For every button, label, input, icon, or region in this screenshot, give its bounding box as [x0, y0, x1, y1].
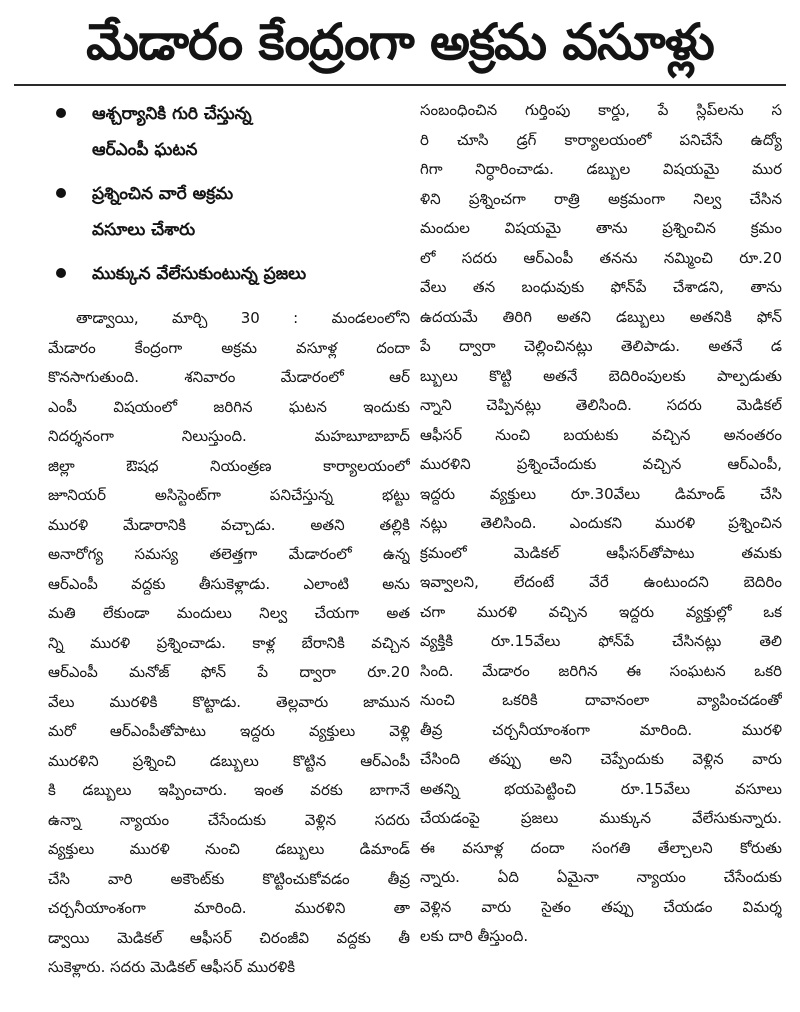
- highlight-bullets: [48, 96, 410, 292]
- right-article-body: [420, 96, 782, 952]
- article-line: మరో ఆర్‌ఎంపీతోపాటు ఇద్దరు వ్యక్తులు వెళ్లి: [48, 722, 410, 740]
- bullet-item: [48, 176, 410, 248]
- article-line: నిదర్శనంగా నిలుస్తుంది. మహబూబాబాద్: [48, 427, 410, 445]
- article-line: ళిని ప్రశ్నించగా రాత్రి అక్రమంగా నిల్వ చేసిన: [420, 189, 782, 208]
- article-line: చేసి వారి అకౌంట్‌కు కొట్టించుకోవడం తీవ్ర: [48, 869, 410, 888]
- article-line: జూనియర్ అసిస్టెంట్‌గా పనిచేస్తున్న భట్టు: [48, 486, 410, 504]
- left-article-body: [48, 304, 410, 983]
- article-line: అనారోగ్య సమస్య తలెత్తగా మేడారంలో ఉన్న: [48, 545, 410, 563]
- article-line: రి చూసి డ్రగ్ కార్యాలయంలో పనిచేసే ఉద్యో: [420, 130, 782, 149]
- article-line: వ్యక్తులు మురళి నుంచి డబ్బులు డిమాండ్: [48, 840, 410, 858]
- article-line: చేసింది తప్పు అని చెప్పేందుకు వెళ్లిన వారు: [420, 750, 782, 768]
- article-line: మురళిని ప్రశ్నించేందుకు వచ్చిన ఆర్‌ఎంపీ,: [420, 455, 782, 473]
- article-line: ఆఫీసర్ నుంచి బయటకు వచ్చిన అనంతరం: [420, 425, 782, 444]
- article-line: గిగా నిర్ధారించాడు. డబ్బుల విషయమై ముర: [420, 160, 782, 178]
- article-line: మేడారం కేంద్రంగా అక్రమ వసూళ్ల దందా: [48, 338, 410, 357]
- article-line: తాడ్వాయి, మార్చి 30 : మండలంలోని: [76, 309, 410, 327]
- article-line: చేయడంపై ప్రజలు ముక్కున వేలేసుకున్నారు.: [420, 809, 782, 827]
- article-line: ఈ వసూళ్ల దందా సంగతి తేల్చాలని కోరుతు: [420, 838, 782, 857]
- bullet-item: [48, 96, 410, 168]
- article-line: న్ని మురళి ప్రశ్నించాడు. కాళ్ల బేరానికి వచ్చిన: [48, 633, 410, 652]
- left-column: [48, 96, 410, 983]
- article-line: లకు దారి తీస్తుంది.: [420, 927, 529, 945]
- article-line: బ్బులు కొట్టి అతనే బెదిరింపులకు పాల్పడుతు: [420, 366, 782, 385]
- article-line: ఆర్‌ఎంపీ మనోజ్ ఫోన్ పే ద్వారా రూ.20: [48, 663, 410, 681]
- bullet-line: ఆశ్చర్యానికి గురి చేస్తున్న: [92, 104, 252, 124]
- article-line: వేలు మురళికి కొట్టాడు. తెల్లవారు జామున: [48, 692, 410, 711]
- bullet-item: [48, 256, 410, 292]
- article-line: క్రమంలో మెడికల్ ఆఫీసర్‌తోపాటు తమకు: [420, 543, 782, 562]
- article-line: సుకెళ్లారు. సదరు మెడికల్ ఆఫీసర్ మురళికి: [48, 958, 296, 976]
- article-line: ఉదయమే తిరిగి అతని డబ్బులు అతనికి ఫోన్: [420, 307, 782, 326]
- article-line: పే ద్వారా చెల్లించినట్లు తెలిపాడు. అతనే డ: [420, 337, 782, 355]
- headline-divider: [14, 84, 786, 86]
- article-line: మురళిని ప్రశ్నించి డబ్బులు కొట్టిన ఆర్‌ఎంపీ: [48, 751, 410, 770]
- bullet-line: ముక్కున వేలేసుకుంటున్న ప్రజలు: [92, 264, 307, 284]
- article-line: చర్చనీయాంశంగా మారింది. మురళిని తా: [48, 899, 410, 917]
- headline: మేడారం కేంద్రంగా అక్రమ వసూళ్లు: [86, 13, 714, 71]
- article-line: మందుల విషయమై తాను ప్రశ్నించిన క్రమం: [420, 219, 782, 237]
- article-line: నట్లు తెలిసింది. ఎందుకని మురళి ప్రశ్నించిన: [420, 514, 782, 532]
- article-line: వెళ్లిన వారు సైతం తప్పు చేయడం విమర్శ: [420, 897, 782, 916]
- article-line: జిల్లా ఔషధ నియంత్రణ కార్యాలయంలో: [48, 456, 410, 475]
- article-line: ఇవ్వాలని, లేదంటే వేరే ఉంటుందని బెదిరిం: [420, 573, 782, 591]
- article-line: సంబంధించిన గుర్తింపు కార్డు, పే స్లిప్‌లను స: [420, 101, 782, 119]
- right-column: [420, 96, 782, 952]
- article-line: ఎంపీ విషయంలో జరిగిన ఘటన ఇందుకు: [48, 397, 410, 416]
- article-line: చగా మురళి వచ్చిన ఇద్దరు వ్యక్తుల్లో ఒక: [420, 602, 782, 621]
- bullet-line: వసూలు చేశారు: [92, 220, 196, 240]
- article-line: మురళి మేడారానికి వచ్చాడు. అతని తల్లికి: [48, 515, 410, 534]
- article-line: న్నాని చెప్పినట్లు తెలిసింది. సదరు మెడికల్: [420, 396, 782, 414]
- article-line: ఆర్‌ఎంపీ వద్దకు తీసుకెళ్లాడు. ఎలాంటి అను: [48, 574, 410, 593]
- article-line: లో సదరు ఆర్‌ఎంపీ తనను నమ్మించి రూ.20: [420, 248, 782, 267]
- article-line: వ్యక్తికి రూ.15వేలు ఫోన్‌పే చేసినట్లు తెలి: [420, 632, 782, 650]
- article-line: వేలు తన బంధువుకు ఫోన్‌పే చేశాడని, తాను: [420, 278, 782, 296]
- article-line: నుంచి ఒకరికి దావానంలా వ్యాపించడంతో: [420, 691, 782, 709]
- bullet-line: ఆర్‌ఎంపీ ఘటన: [92, 140, 198, 160]
- article-line: డ్వాయి మెడికల్ ఆఫీసర్ చిరంజీవి వద్దకు తీ: [48, 928, 410, 947]
- article-line: అతన్ని భయపెట్టించి రూ.15వేలు వసూలు: [420, 779, 782, 798]
- article-line: కొనసాగుతుంది. శనివారం మేడారంలో ఆర్: [48, 368, 410, 386]
- article-line: ఉన్నా న్యాయం చేసేందుకు వెళ్లిన సదరు: [48, 810, 410, 829]
- article-line: ఇద్దరు వ్యక్తులు రూ.30వేలు డిమాండ్ చేసి: [420, 484, 782, 503]
- article-line: సింది. మేడారం జరిగిన ఈ సంఘటన ఒకరి: [420, 661, 782, 680]
- bullet-line: ప్రశ్నించిన వారే అక్రమ: [92, 184, 234, 204]
- article-line: మతి లేకుండా మందులు నిల్వ చేయగా అత: [48, 604, 410, 622]
- article-line: తీవ్ర చర్చనీయాంశంగా మారింది. మురళి: [420, 720, 782, 739]
- article-line: న్నారు. ఏది ఏమైనా న్యాయం చేసేందుకు: [420, 868, 782, 886]
- article-line: కి డబ్బులు ఇప్పించారు. ఇంత వరకు బాగానే: [48, 781, 410, 799]
